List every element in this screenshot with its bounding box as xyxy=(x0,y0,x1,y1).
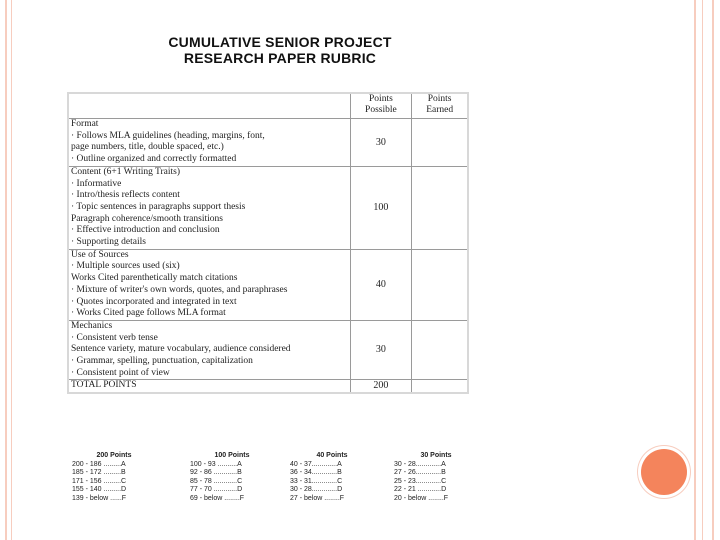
criteria-item: · Informative xyxy=(71,178,122,189)
criteria-item: Works Cited parenthetically match citations xyxy=(71,273,238,284)
criteria-item: · Supporting details xyxy=(71,237,146,248)
points-possible-cell: 40 xyxy=(350,249,412,320)
decorative-line-right-2 xyxy=(702,0,703,540)
criteria-item: · Works Cited page follows MLA format xyxy=(71,308,226,319)
points-earned-cell xyxy=(412,166,468,249)
grade-scale-line: 30 - 28.............A xyxy=(394,460,446,468)
criteria-header-cell xyxy=(68,93,350,119)
points-possible-cell: 30 xyxy=(350,320,412,380)
criteria-item: · Follows MLA guidelines (heading, margins, font, xyxy=(71,130,265,141)
decorative-line-left-outer xyxy=(5,0,7,540)
grade-scale-column xyxy=(72,452,152,504)
rubric-section-row xyxy=(68,119,468,167)
table-header-row xyxy=(68,93,468,119)
criteria-cell xyxy=(68,249,350,320)
title-line-2: RESEARCH PAPER RUBRIC xyxy=(183,50,377,66)
grade-scale-line: 200 - 186 .........A xyxy=(72,460,126,468)
section-title: Use of Sources xyxy=(71,249,129,260)
criteria-item: · Mixture of writer's own words, quotes, and paraphrases xyxy=(71,284,288,295)
rubric-body xyxy=(68,119,468,380)
grade-scale-heading: 200 Points xyxy=(96,452,132,459)
points-earned-cell xyxy=(412,320,468,380)
grade-scale-line: 139 - below ......F xyxy=(72,494,127,502)
grade-scale-line: 171 - 156 .........C xyxy=(72,477,127,485)
total-points: 200 xyxy=(350,380,412,393)
criteria-item: · Effective introduction and conclusion xyxy=(71,225,220,236)
decorative-circle xyxy=(641,449,687,495)
decorative-line-right-3 xyxy=(712,0,714,540)
grade-scale-column xyxy=(394,452,474,504)
criteria-item: · Multiple sources used (six) xyxy=(71,261,180,272)
grade-scale-line: 155 - 140 .........D xyxy=(72,486,127,494)
grade-scale-line: 69 - below ........F xyxy=(190,494,245,502)
grade-scale-column xyxy=(190,452,270,504)
grade-scale-line: 27 - below ........F xyxy=(290,494,345,502)
title-line-1: CUMULATIVE SENIOR PROJECT xyxy=(168,34,392,50)
criteria-item: Sentence variety, mature vocabulary, audience considered xyxy=(71,344,291,355)
grade-scale-line: 77 - 70 ............D xyxy=(190,486,243,494)
rubric-section-row xyxy=(68,166,468,249)
page-title xyxy=(140,34,420,66)
points-possible-cell: 30 xyxy=(350,119,412,167)
criteria-item: · Outline organized and correctly formatted xyxy=(71,154,237,165)
criteria-item: · Consistent verb tense xyxy=(71,332,158,343)
decorative-line-right-1 xyxy=(694,0,696,540)
criteria-item: · Consistent point of view xyxy=(71,367,170,378)
criteria-item: · Quotes incorporated and integrated in text xyxy=(71,296,237,307)
total-label: TOTAL POINTS xyxy=(68,380,350,393)
points-earned-cell xyxy=(412,249,468,320)
grade-scale-line: 20 - below ........F xyxy=(394,494,449,502)
grade-scale-column xyxy=(290,452,370,504)
criteria-item: Paragraph coherence/smooth transitions xyxy=(71,213,223,224)
section-title: Mechanics xyxy=(71,320,113,331)
rubric-section-row xyxy=(68,320,468,380)
points-possible-cell: 100 xyxy=(350,166,412,249)
section-title: Content (6+1 Writing Traits) xyxy=(71,166,181,177)
grade-scale-line: 27 - 26.............B xyxy=(394,469,446,477)
grade-scale-line: 22 - 21 ............D xyxy=(394,486,447,494)
rubric-table xyxy=(67,92,469,394)
points-earned-header: Points Earned xyxy=(412,93,468,119)
grade-scale-heading: 30 Points xyxy=(420,452,452,459)
criteria-item: · Intro/thesis reflects content xyxy=(71,190,180,201)
decorative-line-left-inner xyxy=(11,0,12,540)
grade-scale-line: 33 - 31.............C xyxy=(290,477,343,485)
grade-scale-line: 36 - 34.............B xyxy=(290,469,342,477)
grade-scale-heading: 100 Points xyxy=(214,452,250,459)
grade-scale-line: 25 - 23.............C xyxy=(394,477,447,485)
criteria-cell xyxy=(68,166,350,249)
points-possible-header: Points Possible xyxy=(350,93,412,119)
grade-scale-line: 85 - 78 ............C xyxy=(190,477,243,485)
criteria-cell xyxy=(68,320,350,380)
criteria-item: · Grammar, spelling, punctuation, capitalization xyxy=(71,356,253,367)
points-earned-cell xyxy=(412,119,468,167)
grade-scale-line: 92 - 86 ............B xyxy=(190,469,242,477)
grade-scale-line: 40 - 37.............A xyxy=(290,460,342,468)
grade-scale-line: 100 - 93 ..........A xyxy=(190,460,242,468)
criteria-item: page numbers, title, double spaced, etc.) xyxy=(71,142,224,153)
criteria-item: · Topic sentences in paragraphs support thesis xyxy=(71,201,246,212)
grade-scale-heading: 40 Points xyxy=(316,452,348,459)
section-title: Format xyxy=(71,119,99,129)
grade-scale-line: 185 - 172 .........B xyxy=(72,469,126,477)
total-earned-cell xyxy=(412,380,468,393)
grade-scale-line: 30 - 28.............D xyxy=(290,486,343,494)
criteria-cell xyxy=(68,119,350,167)
rubric-section-row xyxy=(68,249,468,320)
total-row xyxy=(68,380,468,393)
